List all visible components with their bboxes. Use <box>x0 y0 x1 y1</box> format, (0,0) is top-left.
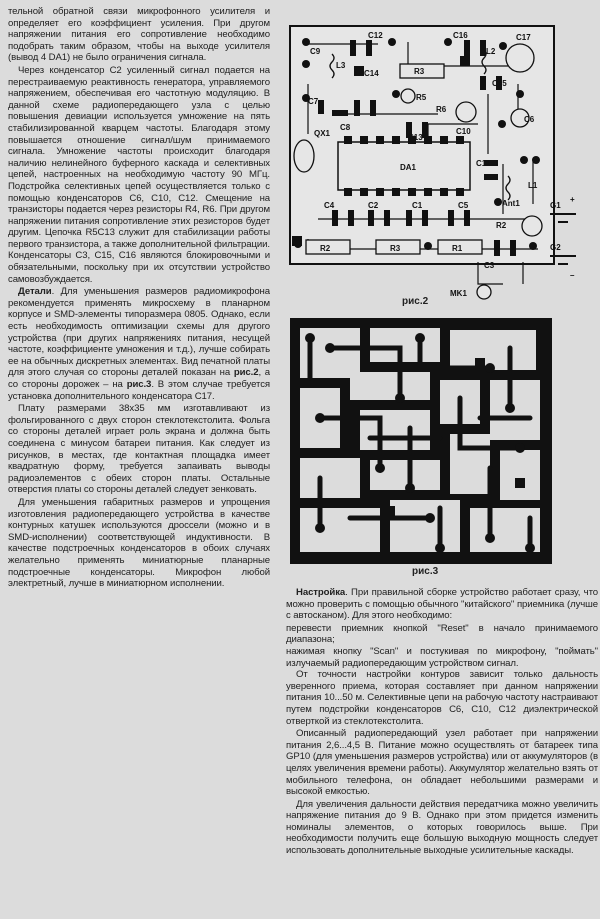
paragraph: Для увеличения дальности действия передатчика можно увеличить напряжение питания до 9 В. Однако при этом придется изменить номиналы элементов, о которых говорилось выше. При необходимости получить еще большую выходную мощность следует использовать дополнительные выходные усилительные каскады. <box>286 798 598 857</box>
svg-text:C13: C13 <box>408 133 423 142</box>
svg-text:C5: C5 <box>458 201 469 210</box>
paragraph: От точности настройки контуров зависит только дальность уверенного приема, которая составляет при данном напряжении питания 10...50 м. Селективные цепи на рабочую частоту настраивают путем подстройки конденсаторов C6, C10, C12 диэлектрической отверткой из стеклотекстолита. <box>286 669 598 727</box>
svg-text:C12: C12 <box>368 31 383 40</box>
pcb-component-side-figure <box>288 24 578 300</box>
svg-text:R6: R6 <box>436 105 447 114</box>
svg-text:DA1: DA1 <box>400 163 417 172</box>
svg-text:C15: C15 <box>492 79 507 88</box>
svg-text:C6: C6 <box>524 115 535 124</box>
svg-text:QX1: QX1 <box>314 129 331 138</box>
pcb-track-side-figure <box>290 318 552 564</box>
svg-text:C14: C14 <box>364 69 379 78</box>
section-heading-tuning: Настройка <box>296 587 346 598</box>
svg-text:R1: R1 <box>452 244 463 253</box>
paragraph: Настройка. При правильной сборке устройство работает сразу, что можно проверить с помощью обычного "китайского" приемника (лучше с автосканом). Для этого необходимо: <box>286 587 598 622</box>
figure-2-caption: рис.2 <box>402 296 429 307</box>
svg-text:R5: R5 <box>416 93 427 102</box>
svg-text:–: – <box>570 271 575 280</box>
svg-text:Ant1: Ant1 <box>502 199 520 208</box>
svg-text:C11: C11 <box>476 159 491 168</box>
svg-text:L3: L3 <box>336 61 346 70</box>
right-text-column <box>286 587 598 917</box>
instruction-list <box>286 623 598 669</box>
list-item: перевести приемник кнопкой "Reset" в начало принимаемого диапазона; <box>286 622 598 646</box>
svg-text:G1: G1 <box>550 201 561 210</box>
list-item: нажимая кнопку "Scan" и постукивая по микрофону, "поймать" излучаемый радиопередающим устройством сигнал. <box>286 645 598 669</box>
paragraph: Для уменьшения габаритных размеров и упрощения изготовления радиопередающего устройства в качестве контурных катушек используются дроссели (можно и в SMD-исполнении) соответствующей индуктивности. В качестве подстроечных конденсаторов в обоих случаях желательно применять миниатюрные планарные подстроечные конденсаторы. Микрофон любой электретный, лучше в миниатюрном исполнении. <box>8 496 270 590</box>
paragraph: Через конденсатор C2 усиленный сигнал подается на перестраиваемую реактивность генератора, управляемого напряжением, обеспечивая его частотную модуляцию. В данной схеме радиопередающего узла с целью повышения девиации используется умножение на пять стабилизированной кварцем частоты. Благодаря этому повышается отношение сигнал/шум принимаемого сигнала. Умножение частоты происходит благодаря наличию нелинейного буферного каскада и селективных цепей, настроенных на необходимую частоту 90 МГц. Подстройка селективных цепей осуществляется только с помощью конденсаторов C6, C10, C12. Смещение на транзисторы подается через резисторы R4, R6. При другом напряжении питания сопротивление этих резисторов будет другим. Цепочка R5C13 служит для стабилизации работы первого транзистора, а также дополнительной фильтрации. Конденсаторы C3, C15, C16 являются блокировочными и обязательными, поскольку при их отсутствии устройство самовозбуждается. <box>8 64 270 285</box>
paragraph: тельной обратной связи микрофонного усилителя и определяет его коэффициент усиления. При другом напряжении питания его сопротивление необходимо подобрать таким образом, чтобы на выходе усилителя (вывод 4 DA1) не было ограничения сигнала. <box>8 6 270 64</box>
svg-text:L2: L2 <box>486 47 496 56</box>
svg-text:C17: C17 <box>516 33 531 42</box>
figure-3-caption: рис.3 <box>412 566 439 577</box>
svg-text:R2: R2 <box>496 221 507 230</box>
svg-text:R3: R3 <box>390 244 401 253</box>
svg-text:C3: C3 <box>484 261 495 270</box>
paragraph: Описанный радиопередающий узел работает при напряжении питания 2,6...4,5 В. Питание можно осуществлять от батареек типа GP10 (для уменьшения размеров устройства) или от аккумуляторов (в целях увеличения времени работы). Аккумулятор желательно взять от мобильного телефона, он обладает небольшими размерами и высокой емкостью. <box>286 728 598 798</box>
figure-ref: рис.3 <box>126 379 152 390</box>
svg-text:C16: C16 <box>453 31 468 40</box>
left-text-column <box>8 6 270 776</box>
paragraph: Плату размерами 38х35 мм изготавливают из фольгированного с двух сторон стеклотекстолита. Фольга со стороны деталей играет роль экрана и должна быть соединена с минусом батареи питания. Как следует из рисунков, в местах, где контактная площадка имеет квадратную форму, требуется запаивать выводы радиоэлементов с обеих сторон платы. Остальные отверстия платы со стороны деталей следует зенковать. <box>8 403 270 496</box>
svg-text:R3: R3 <box>414 67 425 76</box>
svg-text:C4: C4 <box>324 201 335 210</box>
svg-text:R2: R2 <box>320 244 331 253</box>
svg-text:C9: C9 <box>310 47 321 56</box>
svg-text:L1: L1 <box>528 181 538 190</box>
svg-text:+: + <box>570 195 575 204</box>
svg-text:MK1: MK1 <box>450 289 467 298</box>
svg-text:C7: C7 <box>308 97 319 106</box>
figure-ref: рис.2 <box>233 367 259 379</box>
svg-text:C1: C1 <box>412 201 423 210</box>
svg-text:C10: C10 <box>456 127 471 136</box>
svg-text:G2: G2 <box>550 243 561 252</box>
svg-text:C8: C8 <box>340 123 351 132</box>
paragraph: Детали. Для уменьшения размеров радиомикрофона рекомендуется применять микросхему в планарном корпусе и SMD-элементы типоразмера 0805. Однако, если есть необходимость оптимизации схемы для другого устройства (при других напряжениях питания, несущей частоте, коэффициенте умножения и т.д.), лучше собирать ее на обычных дискретных элементах. Вид печатной платы для этого случая со стороны деталей показан на рис.2, а со стороны дорожек – на рис.3. В этом случае требуется установка дополнительного конденсатора C17. <box>8 286 270 402</box>
svg-text:C2: C2 <box>368 201 379 210</box>
section-heading-details: Детали <box>18 286 52 298</box>
